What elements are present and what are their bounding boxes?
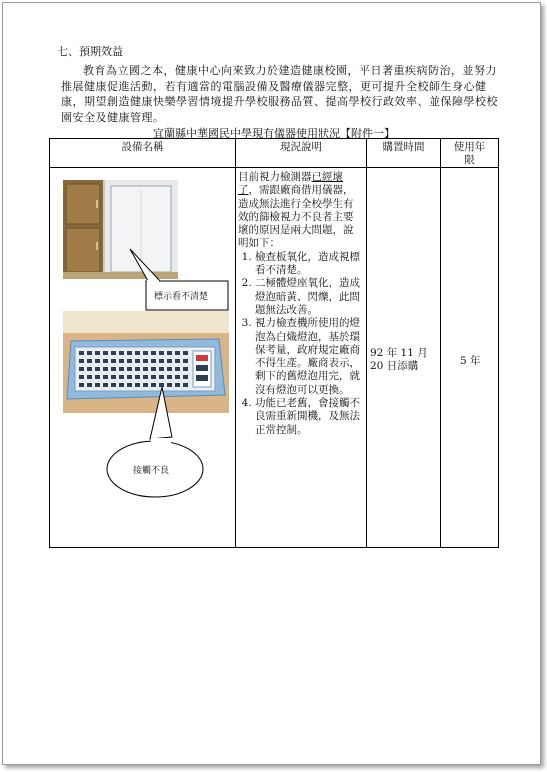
issue-item: 1. 檢查板氧化，造成視標看不清楚。 bbox=[255, 251, 362, 278]
table-divider bbox=[440, 139, 441, 547]
header-purchase-time: 購置時間 bbox=[382, 141, 425, 153]
benefit-paragraph: 教育為立國之本，健康中心向來致力於建造健康校園，平日著重疾病防治，並努力推展健康促進活動，若有適當的電腦設備及醫療儀器完整，更可提升全校師生身心健康，期望創造健康快樂學習情境提升學校服務品質、提高學校行政效率、並保障學校校園安全及健康管理。 bbox=[61, 64, 498, 124]
description-lead-part-1: 目前視力檢測器 bbox=[238, 171, 312, 183]
callout-label-unclear: 標示看不清楚 bbox=[154, 292, 209, 302]
document-page bbox=[2, 2, 541, 765]
service-life-value: 5 年 bbox=[460, 355, 481, 367]
issue-item: 4. 功能已老舊，會接觸不良需重新開機，及無法正常控制。 bbox=[255, 397, 362, 437]
equipment-table bbox=[49, 138, 499, 548]
callout-label-poor-contact: 接觸不良 bbox=[133, 466, 170, 476]
issue-list bbox=[238, 251, 362, 437]
table-title: 宜蘭縣中華國民中學現有儀器使用狀況【附件一】 bbox=[153, 127, 395, 140]
callout-layer bbox=[50, 139, 236, 519]
table-divider bbox=[366, 139, 367, 547]
section-heading: 七、預期效益 bbox=[57, 45, 123, 58]
status-description bbox=[238, 171, 362, 437]
callout-pointer bbox=[150, 387, 172, 439]
issue-item: 2. 二極體燈座氧化，造成燈泡暗黃、閃爍，此問題無法改善。 bbox=[255, 277, 362, 317]
description-lead-part-2: ，需跟廠商借用儀器，造成無法進行全校學生有效的篩檢視力不良者主要壞的原因是兩大問題，說明如下： bbox=[238, 184, 354, 250]
purchase-date: 92 年 11 月 20 日添購 bbox=[370, 347, 428, 372]
issue-item: 3. 視力檢查機所使用的燈泡為白熾燈泡，基於環保考量，政府規定廠商不得生產。廠商表示，剩下的舊燈泡用完，就沒有燈泡可以更換。 bbox=[255, 317, 362, 397]
callout-pointer bbox=[130, 249, 160, 281]
description-lead-underlined: 已經壞了 bbox=[238, 171, 343, 197]
header-status: 現況說明 bbox=[280, 141, 322, 153]
header-equipment-name: 設備名稱 bbox=[121, 141, 164, 153]
description-lead bbox=[238, 171, 362, 251]
header-service-life: 使用年限 bbox=[453, 141, 486, 166]
